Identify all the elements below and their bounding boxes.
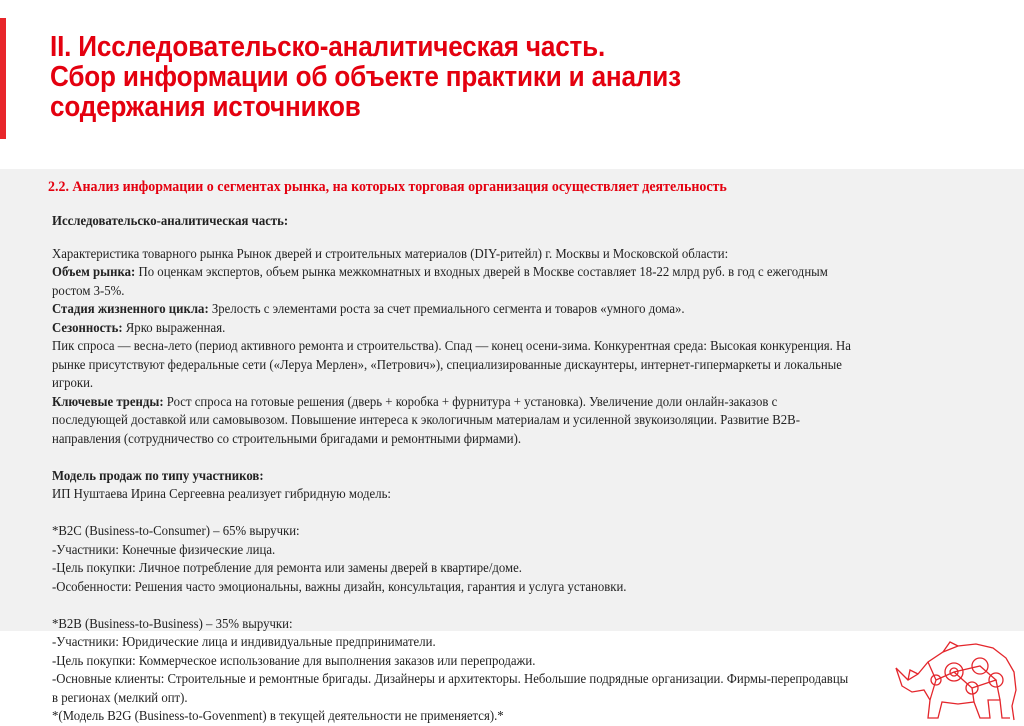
section-body [52,212,902,726]
demand-line: игроки. [52,375,94,390]
intro-text: Характеристика товарного рынка Рынок дверей и строительных материалов (DIY-ритейл) г. Москвы и Московской области: [52,245,729,261]
rhino-logo-icon [888,640,1023,722]
market-volume-cont: ростом 3-5%. [52,282,125,298]
b2c-line: -Цель покупки: Личное потребление для ремонта или замены дверей в квартире/доме. [52,560,522,575]
title-line: содержания источников [50,91,361,123]
page-title [50,32,681,122]
section-heading: Исследовательско-аналитическая часть: [52,213,289,228]
trends: Ключевые тренды: Рост спроса на готовые решения (дверь + коробка + фурнитура + установка). Увеличение доли онлайн-заказов с [52,393,778,409]
b2c-line: -Участники: Конечные физические лица. [52,541,276,557]
trends-cont: последующей доставкой или самовывозом. Повышение интереса к экологичным материалам и усиленной звукоизоляции. Развитие B2B- [52,412,800,427]
b2b-line: -Участники: Юридические лица и индивидуальные предприниматели. [52,634,436,649]
b2c-line: *B2C (Business-to-Consumer) – 65% выручки: [52,523,300,538]
seasonality: Сезонность: Ярко выраженная. [52,319,226,335]
section-subtitle: 2.2. Анализ информации о сегментах рынка, на которых торговая организация осуществляет деятельность [48,179,727,195]
b2b-line: -Основные клиенты: Строительные и ремонтные бригады. Дизайнеры и архитекторы. Небольшие подрядные организации. Фирмы-перепродавцы [52,671,849,686]
b2c-line: -Особенности: Решения часто эмоциональны, важны дизайн, консультация, гарантия и услуга установки. [52,578,627,594]
b2b-line: *(Модель B2G (Business-to-Govenment) в текущей деятельности не применяется).* [52,708,504,723]
b2b-line: -Цель покупки: Коммерческое использование для выполнения заказов или перепродажи. [52,652,536,668]
accent-bar [0,18,6,139]
demand-line: рынке присутствуют федеральные сети («Леруа Мерлен», «Петрович»), специализированные дискаунтеры, интернет-гипермаркеты и локальные [52,356,842,372]
market-volume: Объем рынка: По оценкам экспертов, объем рынка межкомнатных и входных дверей в Москве составляет 18-22 млрд руб. в год с ежегодным [52,264,828,279]
b2b-line: в регионах (мелкий опт). [52,689,188,705]
lifecycle: Стадия жизненного цикла: Зрелость с элементами роста за счет премиального сегмента и товаров «умного дома». [52,301,685,316]
trends-cont: направления (сотрудничество со строительными бригадами и ремонтными фирмами). [52,430,522,446]
title-line: Сбор информации об объекте практики и анализ [50,61,681,93]
sales-model-heading: Модель продаж по типу участников: [52,467,264,483]
sales-model-intro: ИП Нуштаева Ирина Сергеевна реализует гибридную модель: [52,486,391,501]
b2b-line: *B2B (Business-to-Business) – 35% выручки: [52,615,293,631]
title-line: II. Исследовательско-аналитическая часть. [50,31,606,63]
demand-line: Пик спроса — весна-лето (период активного ремонта и строительства). Спад — конец осени-зима. Конкурентная среда: Высокая конкуренция. На [52,338,851,353]
